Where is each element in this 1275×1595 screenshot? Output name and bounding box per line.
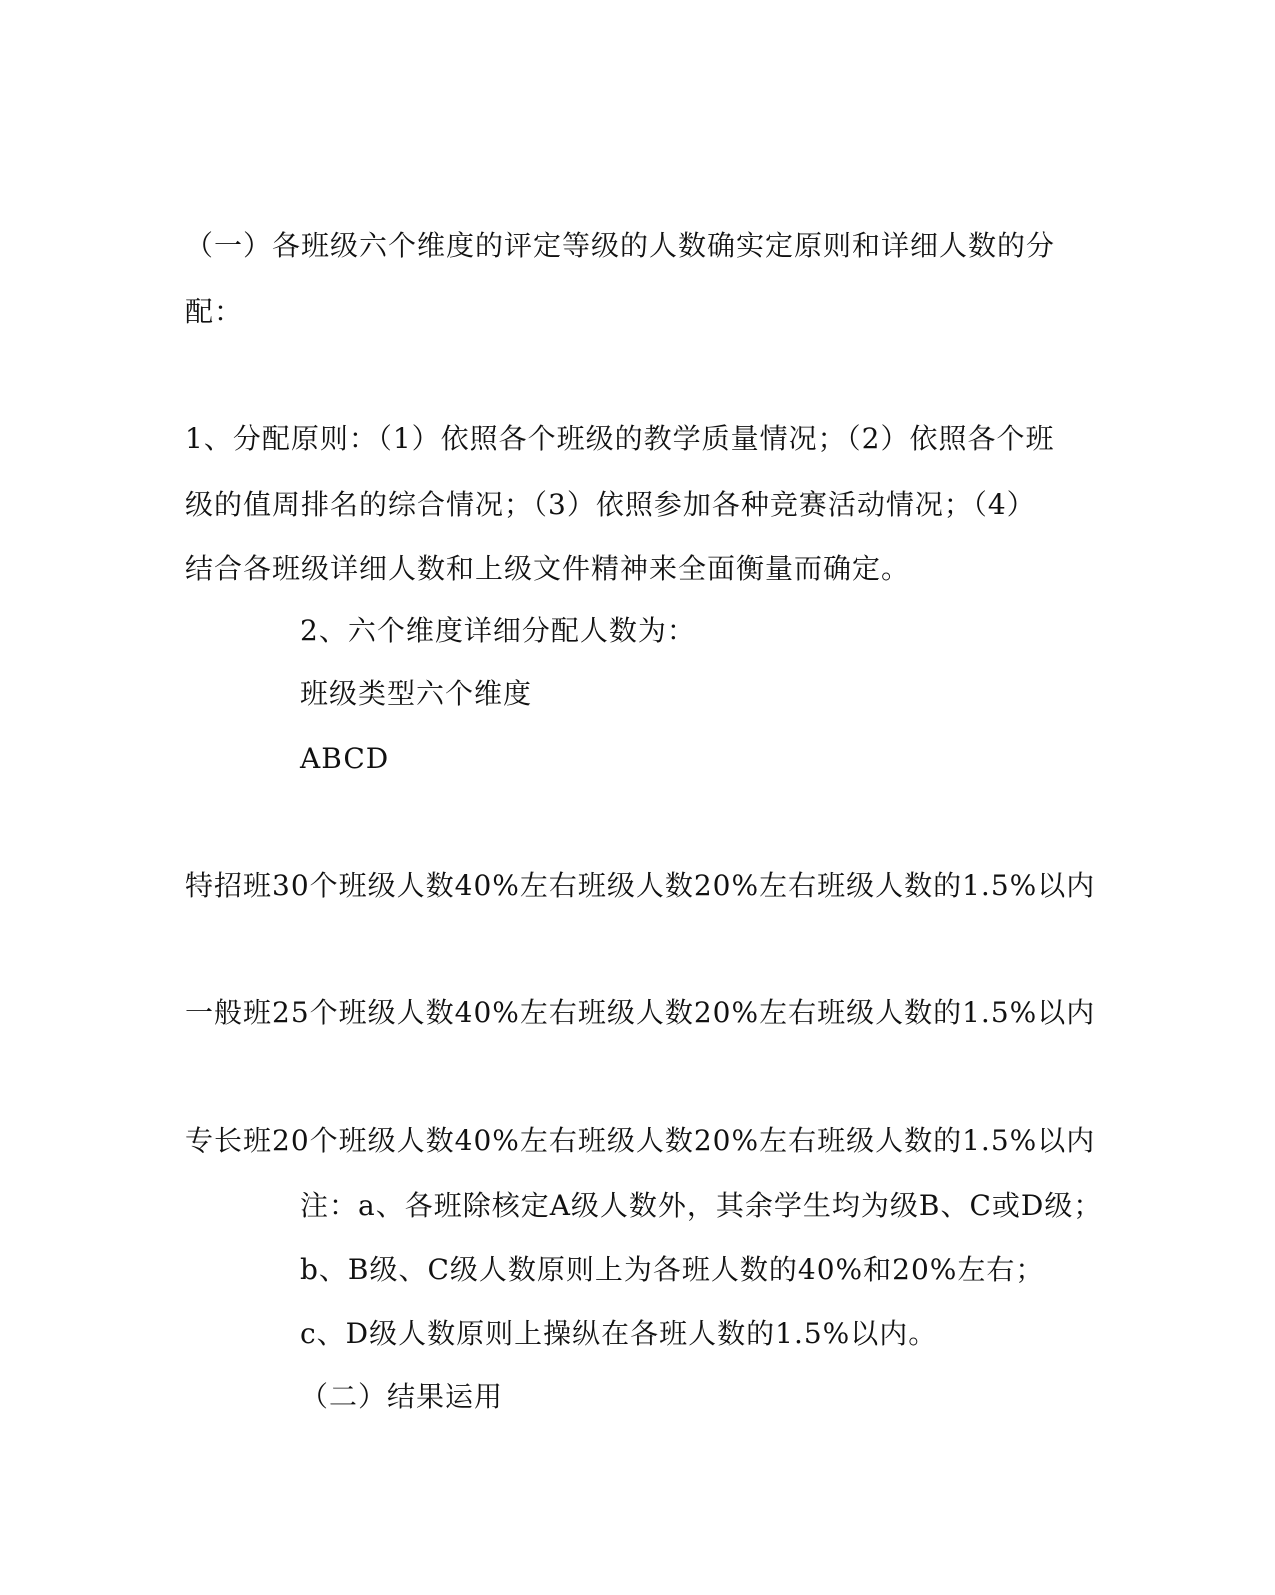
section-one-heading: （一）各班级六个维度的评定等级的人数确实定原则和详细人数的分 [185, 229, 1056, 262]
table-header-line-2: ABCD [300, 742, 390, 775]
table-row: 一般班25个班级人数40%左右班级人数20%左右班级人数的1.5%以内 [185, 996, 1096, 1029]
note-c: c、D级人数原则上操纵在各班人数的1.5%以内。 [300, 1317, 938, 1350]
principle-paragraph-line-1: 1、分配原则：（1）依照各个班级的教学质量情况；（2）依照各个班 [185, 422, 1055, 455]
principle-paragraph-line-3: 结合各班级详细人数和上级文件精神来全面衡量而确定。 [185, 552, 911, 585]
section-two-heading: （二）结果运用 [300, 1380, 504, 1413]
table-row: 特招班30个班级人数40%左右班级人数20%左右班级人数的1.5%以内 [185, 869, 1096, 902]
table-row: 专长班20个班级人数40%左右班级人数20%左右班级人数的1.5%以内 [185, 1124, 1096, 1157]
section-one-heading-continued: 配： [185, 295, 244, 328]
principle-paragraph-line-2: 级的值周排名的综合情况；（3）依照参加各种竞赛活动情况；（4） [185, 488, 1036, 521]
note-a: 注：a、各班除核定A级人数外，其余学生均为级B、C或D级； [300, 1189, 1103, 1222]
table-header-line-1: 班级类型六个维度 [300, 677, 533, 710]
note-b: b、B级、C级人数原则上为各班人数的40%和20%左右； [300, 1253, 1045, 1286]
allocation-heading: 2、六个维度详细分配人数为： [300, 614, 696, 647]
